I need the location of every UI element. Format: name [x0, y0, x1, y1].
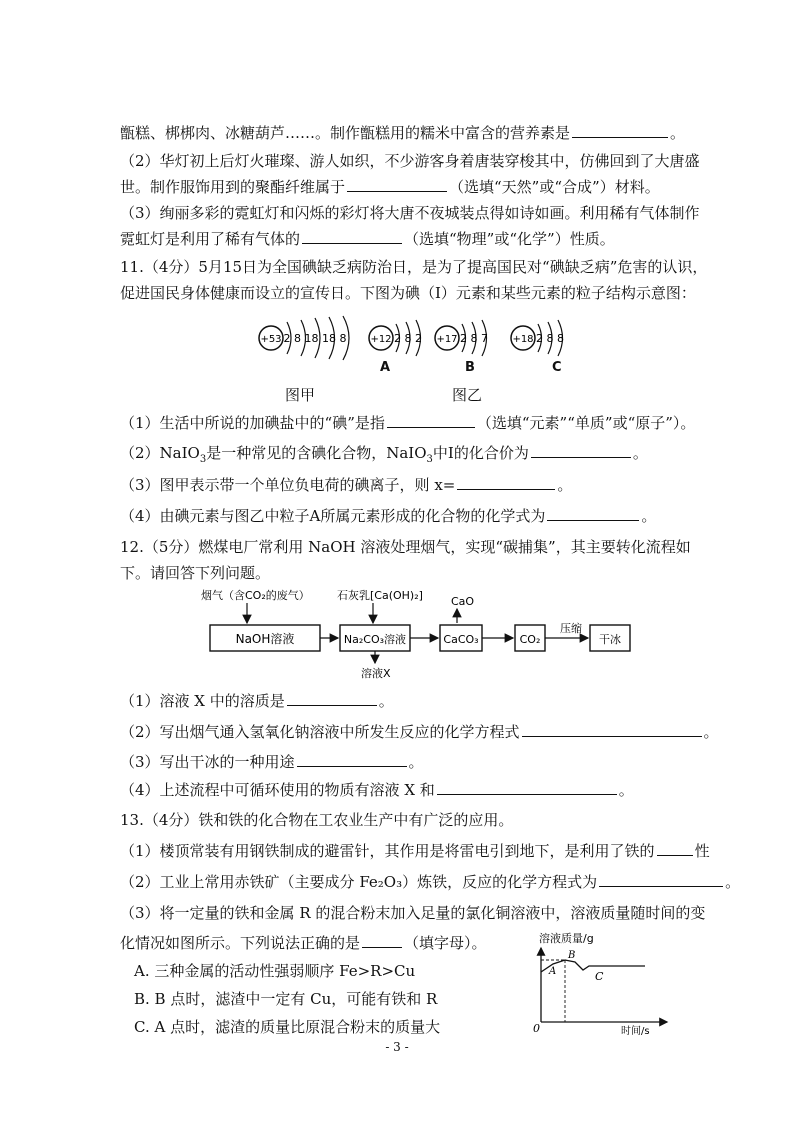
q12-sub3: （3）写出干冰的一种用途 。 [120, 753, 424, 771]
flow-input-flue-gas: 烟气（含CO₂的废气） [201, 589, 310, 602]
q10-line-e: 霓虹灯是利用了稀有气体的 （选填“物理”或“化学”）性质。 [120, 230, 615, 248]
particle-a-shell-label: 2 8 2 [394, 332, 422, 345]
q10-line-a: 甑糕、梆梆肉、冰糖葫芦……。制作甑糕用的糯米中富含的营养素是 。 [120, 124, 686, 142]
answer-blank[interactable] [437, 780, 617, 795]
answer-blank[interactable] [657, 841, 693, 856]
particle-c-shell-label: 2 8 8 [536, 332, 564, 345]
q11-sub4: （4）由碘元素与图乙中粒子A所属元素形成的化合物的化学式为 。 [120, 507, 657, 525]
q12-sub4: （4）上述流程中可循环使用的物质有溶液 X 和 。 [120, 781, 634, 799]
q12-sub1: （1）溶液 X 中的溶质是 。 [120, 692, 394, 710]
q13-sub2: （2）工业上常用赤铁矿（主要成分 Fe₂O₃）炼铁，反应的化学方程式为 。 [120, 873, 741, 891]
particle-c-nucleus-label: +18 [512, 334, 534, 345]
label-a: A [380, 360, 391, 375]
particle-b-shell-label: 2 8 7 [460, 332, 488, 345]
answer-blank[interactable] [531, 443, 631, 458]
carbon-capture-flow-diagram [195, 585, 645, 680]
particle-b-nucleus-label: +17 [436, 334, 458, 345]
iodine-nucleus-label: +53 [260, 334, 282, 345]
graph-origin: 0 [533, 1022, 540, 1035]
particle-c-structure [511, 320, 564, 356]
answer-blank[interactable] [457, 475, 555, 490]
q12-line-a: 12.（5分）燃煤电厂常利用 NaOH 溶液处理烟气，实现“碳捕集”，其主要转化流程如 [120, 538, 691, 556]
flow-input-lime-milk: 石灰乳[Ca(OH)₂] [337, 589, 423, 602]
flow-box-dry-ice-label: 干冰 [599, 633, 621, 646]
q13-line-a: 13.（4分）铁和铁的化合物在工农业生产中有广泛的应用。 [120, 811, 514, 829]
q13-option-c: C. A 点时，滤渣的质量比原混合粉末的质量大 [134, 1018, 441, 1036]
answer-blank[interactable] [522, 722, 702, 737]
q11-sub1: （1）生活中所说的加碘盐中的“碘”是指 （选填“元素”“单质”或“原子”）。 [120, 414, 696, 432]
caption-figure-jia: 图甲 [285, 386, 316, 404]
answer-blank[interactable] [297, 752, 407, 767]
graph-point-c: C [595, 970, 604, 983]
flow-box-na2co3-label: Na₂CO₃溶液 [343, 633, 407, 646]
q11-sub2: （2）NaIO$_3$是一种常见的含碘化合物，NaIO$_3$中I的化合价为 。 [120, 444, 648, 465]
q13-option-b: B. B 点时，滤渣中一定有 Cu，可能有铁和 R [134, 990, 438, 1008]
q13-sub1: （1）楼顶常装有用钢铁制成的避雷针，其作用是将雷电引到地下，是利用了铁的 性 [120, 842, 710, 860]
caption-figure-yi: 图乙 [452, 386, 483, 404]
graph-curve [541, 960, 645, 972]
flow-output-solution-x: 溶液X [361, 667, 391, 680]
answer-blank[interactable] [387, 413, 475, 428]
answer-blank[interactable] [547, 506, 639, 521]
answer-blank[interactable] [287, 691, 377, 706]
q10-line-c: 世。制作服饰用到的聚酯纤维属于 （选填“天然”或“合成”）材料。 [120, 178, 660, 196]
solution-mass-time-graph [525, 928, 675, 1036]
flow-box-naoh-label: NaOH溶液 [235, 632, 295, 646]
graph-y-label: 溶液质量/g [539, 932, 594, 945]
q10-line-d: （3）绚丽多彩的霓虹灯和闪烁的彩灯将大唐不夜城装点得如诗如画。利用稀有气体制作 [120, 204, 700, 222]
flow-output-cao: CaO [451, 595, 475, 608]
graph-point-a: A [549, 966, 557, 977]
answer-blank[interactable] [362, 933, 402, 948]
flow-compress-label: 压缩 [560, 622, 582, 635]
q12-sub2: （2）写出烟气通入氢氧化钠溶液中所发生反应的化学方程式 。 [120, 723, 719, 741]
particle-a-structure [369, 320, 422, 356]
graph-point-b: B [568, 950, 576, 961]
label-b: B [465, 360, 475, 375]
q13-option-a: A. 三种金属的活动性强弱顺序 Fe>R>Cu [134, 962, 416, 980]
q13-sub3-b: 化情况如图所示。下列说法正确的是 （填字母）。 [120, 934, 487, 952]
iodine-atom-structure [259, 316, 349, 360]
graph-x-label: 时间/s [621, 1026, 650, 1036]
q11-line-a: 11.（4分）5月15日为全国碘缺乏病防治日，是为了提高国民对“碘缺乏病”危害的认识， [120, 258, 708, 276]
q12-line-b: 下。请回答下列问题。 [120, 564, 271, 582]
particle-a-nucleus-label: +12 [370, 334, 392, 345]
flow-box-co2-label: CO₂ [519, 633, 541, 646]
atom-structure-diagram [255, 312, 585, 372]
label-c: C [552, 360, 562, 375]
q11-line-b: 促进国民身体健康而设立的宣传日。下图为碘（I）元素和某些元素的粒子结构示意图： [120, 284, 696, 302]
particle-b-structure [435, 320, 488, 356]
answer-blank[interactable] [572, 123, 668, 138]
answer-blank[interactable] [347, 177, 447, 192]
q13-sub3: （3）将一定量的铁和金属 R 的混合粉末加入足量的氯化铜溶液中，溶液质量随时间的变 [120, 904, 706, 922]
page-number: - 3 - [385, 1040, 409, 1054]
answer-blank[interactable] [302, 229, 402, 244]
iodine-shell-label: 2 8 18 18 8 [283, 332, 347, 345]
answer-blank[interactable] [599, 872, 723, 887]
q11-sub3: （3）图甲表示带一个单位负电荷的碘离子，则 x= 。 [120, 476, 573, 494]
q10-line-b: （2）华灯初上后灯火璀璨、游人如织，不少游客身着唐装穿梭其中，仿佛回到了大唐盛 [120, 152, 700, 170]
flow-box-caco3-label: CaCO₃ [443, 633, 479, 646]
